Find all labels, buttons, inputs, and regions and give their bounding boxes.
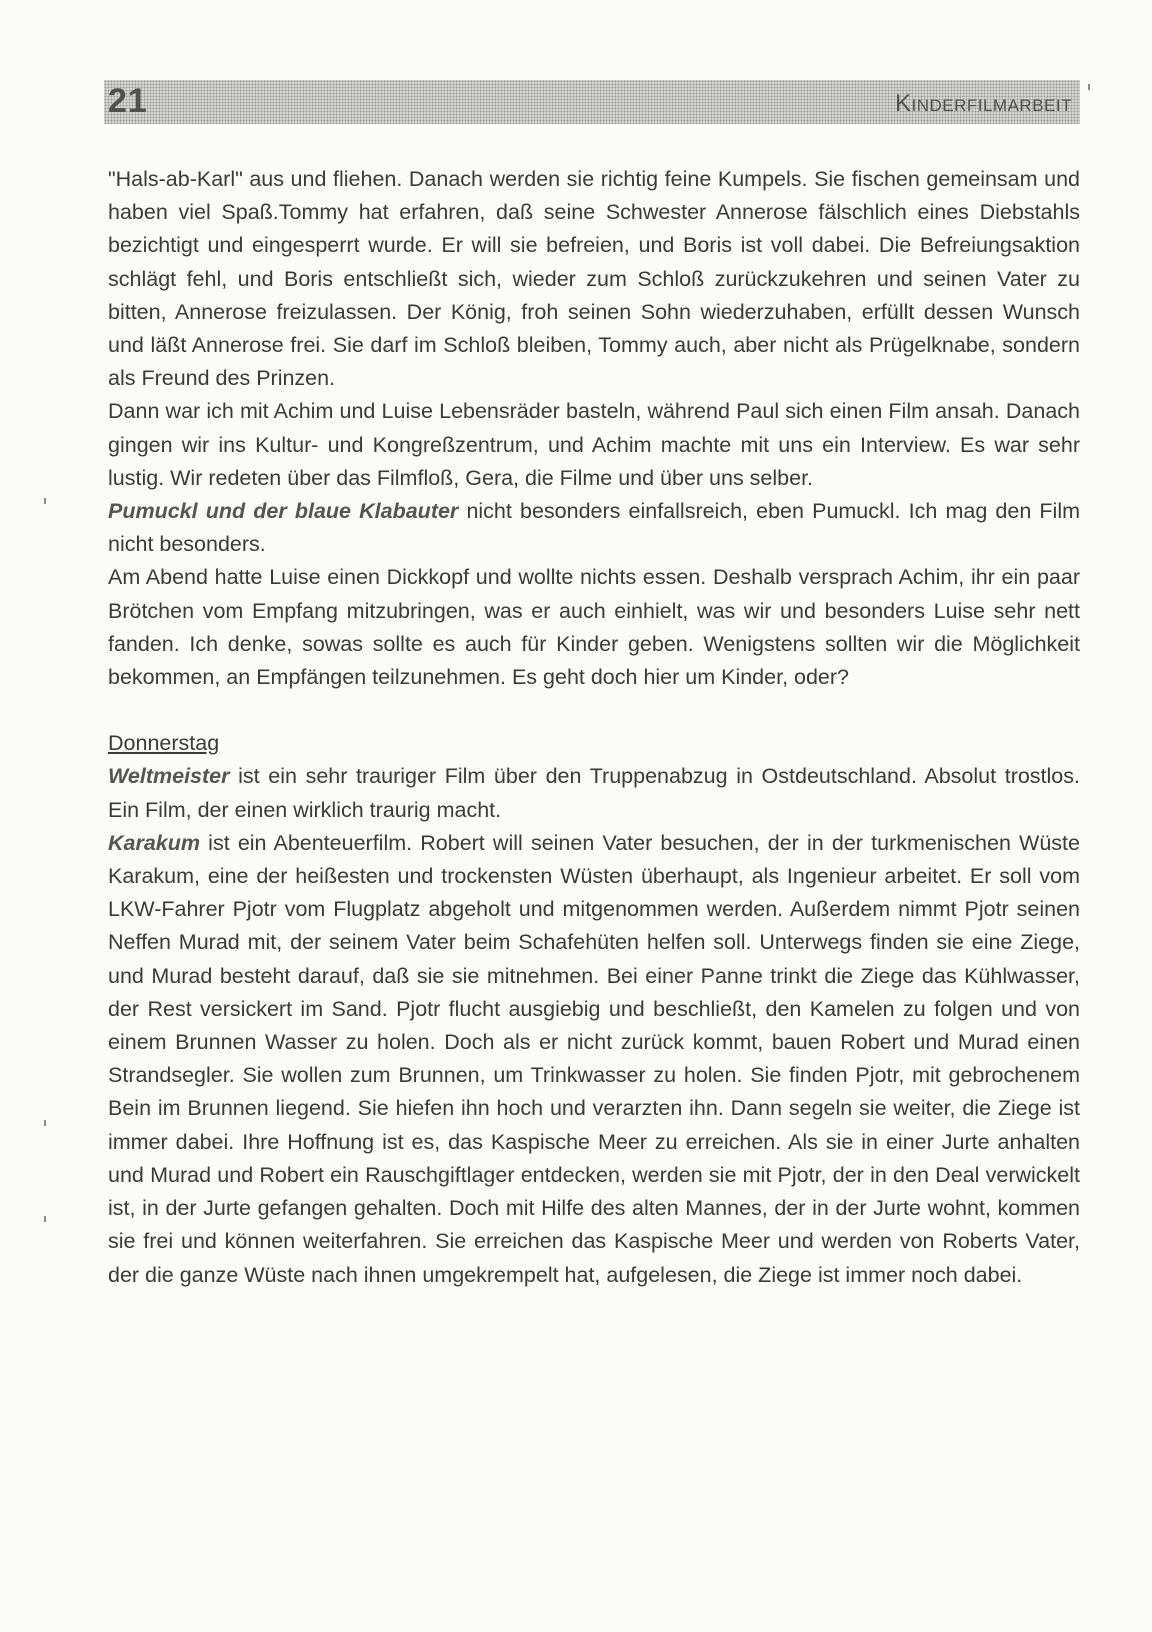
paragraph-text: nicht besonders einfallsreich, eben Pumuckl. Ich mag den Film nicht besonders. bbox=[108, 499, 1081, 557]
paragraph bbox=[108, 495, 1080, 561]
paragraph: "Hals-ab-Karl" aus und fliehen. Danach werden sie richtig feine Kumpels. Sie fischen gemeinsam und haben viel Spaß.Tommy hat erfahren, daß seine Schwester Annerose fälschlich eines Diebstahls bezichtigt und eingesperrt wurde. Er will sie befreien, und Boris ist voll dabei. Die Befreiungsaktion schlägt fehl, und Boris entschließt sich, wieder zum Schloß zurückzukehren und seinen Vater zu bitten, Annerose freizulassen. Der König, froh seinen Sohn wiederzuhaben, erfüllt dessen Wunsch und läßt Annerose frei. Sie darf im Schloß bleiben, Tommy auch, aber nicht als Prügelknabe, sondern als Freund des Prinzen. bbox=[108, 167, 1080, 391]
paragraph-text: ist ein Abenteuerfilm. Robert will seinen Vater besuchen, der in der turkmenischen Wüste Karakum, eine der heißesten und trockensten Wüsten überhaupt, als Ingenieur arbeitet. Er soll vom LKW-Fahrer Pjotr vom Flugplatz abgeholt und mitgenommen werden. Außerdem nimmt Pjotr seinen Neffen Murad mit, der seinem Vater beim Schafehüten helfen soll. Unterwegs finden sie eine Ziege, und Murad besteht darauf, daß sie sie mitnehmen. Bei einer Panne trinkt die Ziege das Kühlwasser, der Rest versickert im Sand. Pjotr flucht ausgiebig und beschließt, den Kamelen zu folgen und von einem Brunnen Wasser zu holen. Doch als er nicht zurück kommt, bauen Robert und Murad einen Strandsegler. Sie wollen zum Brunnen, um Trinkwasser zu holen. Sie finden Pjotr, mit gebrochenem Bein im Brunnen liegend. Sie hiefen ihn hoch und verarzten ihn. Dann segeln sie weiter, die Ziege ist immer dabei. Ihre Hoffnung ist es, das Kaspische Meer zu erreichen. Als sie in einer Jurte anhalten und Murad und Robert ein Rauschgiftlager entdecken, werden sie mit Pjotr, der in den Deal verwickelt ist, in der Jurte gefangen gehalten. Doch mit Hilfe des alten Mannes, der in der Jurte wohnt, kommen sie frei und können weiterfahren. Sie erreichen das Kaspische Meer und werden von Roberts Vater, der die ganze Wüste nach ihnen umgekrempelt hat, aufgelesen, die Ziege ist immer noch dabei. bbox=[108, 830, 1080, 1287]
film-title: Pumuckl und der blaue Klabauter bbox=[108, 499, 459, 524]
paragraph bbox=[108, 760, 1080, 826]
paragraph-text: ist ein sehr trauriger Film über den Truppenabzug in Ostdeutschland. Absolut trostlos. Ein Film, der einen wirklich traurig macht. bbox=[108, 764, 1080, 822]
day-heading: Donnerstag bbox=[108, 731, 220, 756]
paragraph: Dann war ich mit Achim und Luise Lebensräder basteln, während Paul sich einen Film ansah. Danach gingen wir ins Kultur- und Kongreßzentrum, und Achim machte mit uns ein Interview. Es war sehr lustig. Wir redeten über das Filmfloß, Gera, die Filme und über uns selber. bbox=[108, 399, 1080, 490]
scan-mark bbox=[44, 1216, 46, 1222]
page-number: 21 bbox=[108, 82, 148, 120]
scan-mark bbox=[44, 498, 46, 504]
film-title: Weltmeister bbox=[108, 764, 230, 789]
section-title: Kinderfilmarbeit bbox=[894, 90, 1072, 117]
scan-mark bbox=[44, 1120, 46, 1126]
paragraph: Am Abend hatte Luise einen Dickkopf und wollte nichts essen. Deshalb versprach Achim, ihr ein paar Brötchen vom Empfang mitzubringen, was er auch einhielt, was wir und besonders Luise sehr nett fanden. Ich denke, sowas sollte es auch für Kinder geben. Wenigstens sollten wir die Möglichkeit bekommen, an Empfängen teilzunehmen. Es geht doch hier um Kinder, oder? bbox=[108, 565, 1080, 690]
film-title: Karakum bbox=[108, 830, 201, 855]
article-body bbox=[108, 163, 1080, 1292]
scan-mark bbox=[1088, 84, 1090, 90]
paragraph bbox=[108, 827, 1080, 1292]
